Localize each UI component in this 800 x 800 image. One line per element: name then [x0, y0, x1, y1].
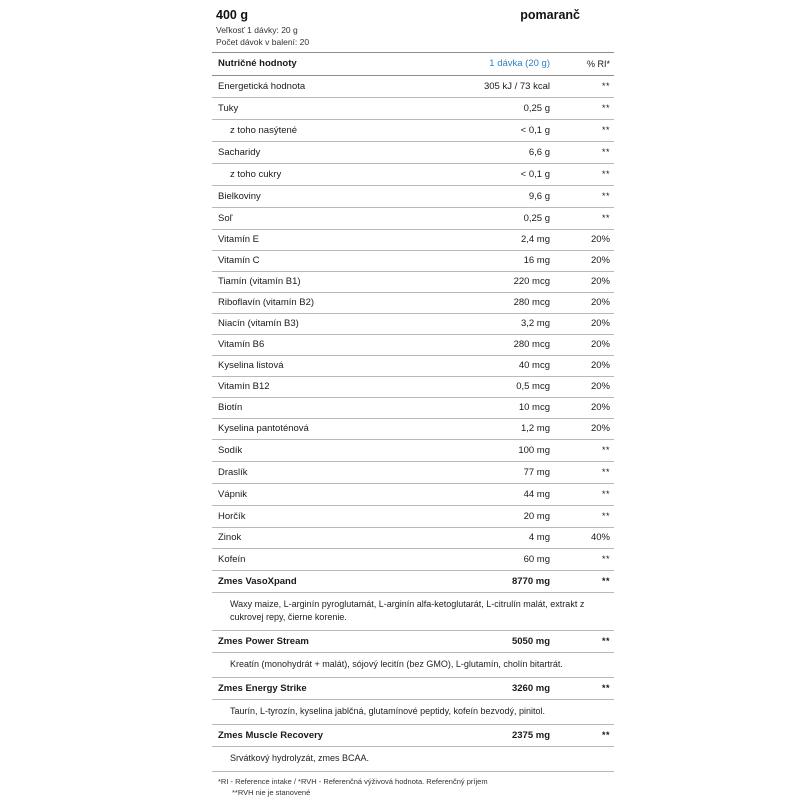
nutrient-ri [554, 98, 614, 120]
nutrient-amount: 8770 mg [436, 571, 554, 593]
blend-header-row [212, 678, 614, 700]
ri-not-established-marker: ** [601, 511, 610, 521]
table-row [212, 98, 614, 120]
nutrient-name: Energetická hodnota [212, 76, 436, 98]
ri-not-established-marker: ** [601, 169, 610, 179]
nutrient-name: Tuky [212, 98, 436, 120]
pack-size: 400 g [216, 8, 248, 22]
blend-ingredients-text: Kreatín (monohydrát + malát), sójový lecitín (bez GMO), L-glutamín, cholín bitartrát. [212, 653, 614, 678]
nutrient-amount: 16 mg [436, 251, 554, 272]
nutrient-amount: 305 kJ / 73 kcal [436, 76, 554, 98]
ri-not-established-marker: ** [601, 81, 610, 91]
nutrient-name: Riboflavín (vitamín B2) [212, 293, 436, 314]
nutrient-amount: 3,2 mg [436, 314, 554, 335]
table-row [212, 314, 614, 335]
table-row [212, 377, 614, 398]
nutrient-name: Niacín (vitamín B3) [212, 314, 436, 335]
nutrient-name: Biotín [212, 398, 436, 419]
nutrient-ri: 20% [554, 335, 614, 356]
table-row [212, 398, 614, 419]
nutrient-name: Kyselina pantoténová [212, 419, 436, 440]
blend-ingredients-row [212, 653, 614, 678]
nutrient-name: z toho nasýtené [212, 120, 436, 142]
nutrient-amount: 3260 mg [436, 678, 554, 700]
nutrient-name: Sodík [212, 440, 436, 462]
nutrient-ri [554, 186, 614, 208]
nutrient-ri [554, 506, 614, 528]
nutrient-name: Zmes Power Stream [212, 631, 436, 653]
nutrient-name: Kofeín [212, 549, 436, 571]
ri-not-established-marker: ** [601, 554, 610, 564]
blend-header-row [212, 631, 614, 653]
ri-not-established-marker: ** [601, 576, 610, 586]
nutrient-amount: 220 mcg [436, 272, 554, 293]
footnote-ri: *RI - Reference intake / *RVH - Referenčná výživová hodnota. Referenčný príjem [218, 777, 488, 786]
nutrient-amount: < 0,1 g [436, 164, 554, 186]
table-row [212, 549, 614, 571]
nutrient-name: Zmes Energy Strike [212, 678, 436, 700]
nutrient-amount: 0,25 g [436, 208, 554, 230]
nutrient-amount: 280 mcg [436, 293, 554, 314]
blend-ingredients-row [212, 700, 614, 725]
nutrient-ri: 20% [554, 419, 614, 440]
nutrient-amount: 5050 mg [436, 631, 554, 653]
nutrient-name: Vitamín B12 [212, 377, 436, 398]
nutrient-ri [554, 164, 614, 186]
nutrient-ri [554, 208, 614, 230]
table-row [212, 76, 614, 98]
nutrient-ri: 20% [554, 230, 614, 251]
nutrient-ri: 20% [554, 356, 614, 377]
nutrient-ri: 20% [554, 251, 614, 272]
nutrient-amount: 10 mcg [436, 398, 554, 419]
ri-not-established-marker: ** [601, 147, 610, 157]
nutrient-amount: 40 mcg [436, 356, 554, 377]
nutrient-amount: 1,2 mg [436, 419, 554, 440]
blend-header-row [212, 571, 614, 593]
nutrient-name: Zinok [212, 528, 436, 549]
table-row [212, 142, 614, 164]
nutrient-ri [554, 631, 614, 653]
nutrient-name: Zmes Muscle Recovery [212, 725, 436, 747]
table-row [212, 440, 614, 462]
nutrient-amount: 2375 mg [436, 725, 554, 747]
flavour-name: pomaranč [520, 8, 580, 22]
nutrient-name: Sacharidy [212, 142, 436, 164]
nutrient-name: Zmes VasoXpand [212, 571, 436, 593]
ri-not-established-marker: ** [601, 213, 610, 223]
blend-ingredients-text: Taurín, L-tyrozín, kyselina jablčná, glutamínové peptidy, kofeín bezvodý, pinitol. [212, 700, 614, 725]
footnote-rvh: **RVH nie je stanovené [232, 787, 311, 797]
table-row [212, 356, 614, 377]
blend-ingredients-text: Waxy maize, L-arginín pyroglutamát, L-arginín alfa-ketoglutarát, L-citrulín malát, extrakt z cukrovej repy, čierne korenie. [212, 593, 614, 631]
table-row [212, 251, 614, 272]
nutrient-ri [554, 142, 614, 164]
nutrient-amount: 0,5 mcg [436, 377, 554, 398]
nutrient-amount: 100 mg [436, 440, 554, 462]
nutrient-ri: 20% [554, 293, 614, 314]
nutrient-name: Vitamín E [212, 230, 436, 251]
table-row [212, 335, 614, 356]
nutrient-ri: 20% [554, 314, 614, 335]
column-header-per-serving: 1 dávka (20 g) [436, 53, 554, 76]
blend-ingredients-row [212, 747, 614, 772]
nutrient-ri [554, 76, 614, 98]
serving-size-line: Veľkosť 1 dávky: 20 g [216, 25, 298, 35]
table-row [212, 208, 614, 230]
blend-ingredients-text: Srvátkový hydrolyzát, zmes BCAA. [212, 747, 614, 772]
footnotes [212, 772, 584, 798]
table-row [212, 120, 614, 142]
nutrient-ri: 20% [554, 377, 614, 398]
nutrient-name: Vitamín C [212, 251, 436, 272]
nutrient-ri [554, 678, 614, 700]
nutrient-name: Draslík [212, 462, 436, 484]
nutrient-ri: 20% [554, 398, 614, 419]
table-row [212, 506, 614, 528]
table-row [212, 419, 614, 440]
nutrient-ri [554, 484, 614, 506]
table-row [212, 528, 614, 549]
nutrient-amount: 280 mcg [436, 335, 554, 356]
nutrient-ri [554, 120, 614, 142]
nutrition-table [212, 52, 614, 772]
nutrient-name: Horčík [212, 506, 436, 528]
nutrient-amount: < 0,1 g [436, 120, 554, 142]
nutrient-amount: 6,6 g [436, 142, 554, 164]
table-row [212, 484, 614, 506]
nutrient-amount: 2,4 mg [436, 230, 554, 251]
nutrient-amount: 4 mg [436, 528, 554, 549]
table-row [212, 186, 614, 208]
label-header [212, 0, 584, 24]
nutrition-table-body [212, 53, 614, 772]
table-row [212, 272, 614, 293]
table-row [212, 164, 614, 186]
nutrient-amount: 0,25 g [436, 98, 554, 120]
nutrient-ri [554, 549, 614, 571]
nutrient-ri [554, 440, 614, 462]
ri-not-established-marker: ** [601, 683, 610, 693]
nutrient-name: z toho cukry [212, 164, 436, 186]
nutrient-name: Bielkoviny [212, 186, 436, 208]
nutrient-amount: 77 mg [436, 462, 554, 484]
table-row [212, 462, 614, 484]
ri-not-established-marker: ** [601, 103, 610, 113]
nutrient-name: Vápnik [212, 484, 436, 506]
nutrient-amount: 9,6 g [436, 186, 554, 208]
nutrient-name: Vitamín B6 [212, 335, 436, 356]
nutrient-name: Kyselina listová [212, 356, 436, 377]
nutrient-name: Soľ [212, 208, 436, 230]
ri-not-established-marker: ** [601, 191, 610, 201]
nutrient-amount: 60 mg [436, 549, 554, 571]
ri-not-established-marker: ** [601, 636, 610, 646]
ri-not-established-marker: ** [601, 467, 610, 477]
nutrition-table-header-row [212, 53, 614, 76]
ri-not-established-marker: ** [601, 489, 610, 499]
nutrient-amount: 20 mg [436, 506, 554, 528]
ri-not-established-marker: ** [601, 730, 610, 740]
servings-per-container-line: Počet dávok v balení: 20 [216, 37, 310, 47]
nutrient-amount: 44 mg [436, 484, 554, 506]
column-header-ri: % RI* [554, 53, 614, 76]
nutrient-ri [554, 571, 614, 593]
nutrient-ri: 40% [554, 528, 614, 549]
table-row [212, 230, 614, 251]
nutrient-ri: 20% [554, 272, 614, 293]
ri-not-established-marker: ** [601, 125, 610, 135]
column-header-nutrient: Nutričné hodnoty [212, 53, 436, 76]
nutrient-name: Tiamín (vitamín B1) [212, 272, 436, 293]
blend-header-row [212, 725, 614, 747]
blend-ingredients-row [212, 593, 614, 631]
nutrient-ri [554, 462, 614, 484]
serving-info [212, 24, 584, 52]
nutrition-label-panel [212, 0, 610, 800]
nutrient-ri [554, 725, 614, 747]
table-row [212, 293, 614, 314]
ri-not-established-marker: ** [601, 445, 610, 455]
